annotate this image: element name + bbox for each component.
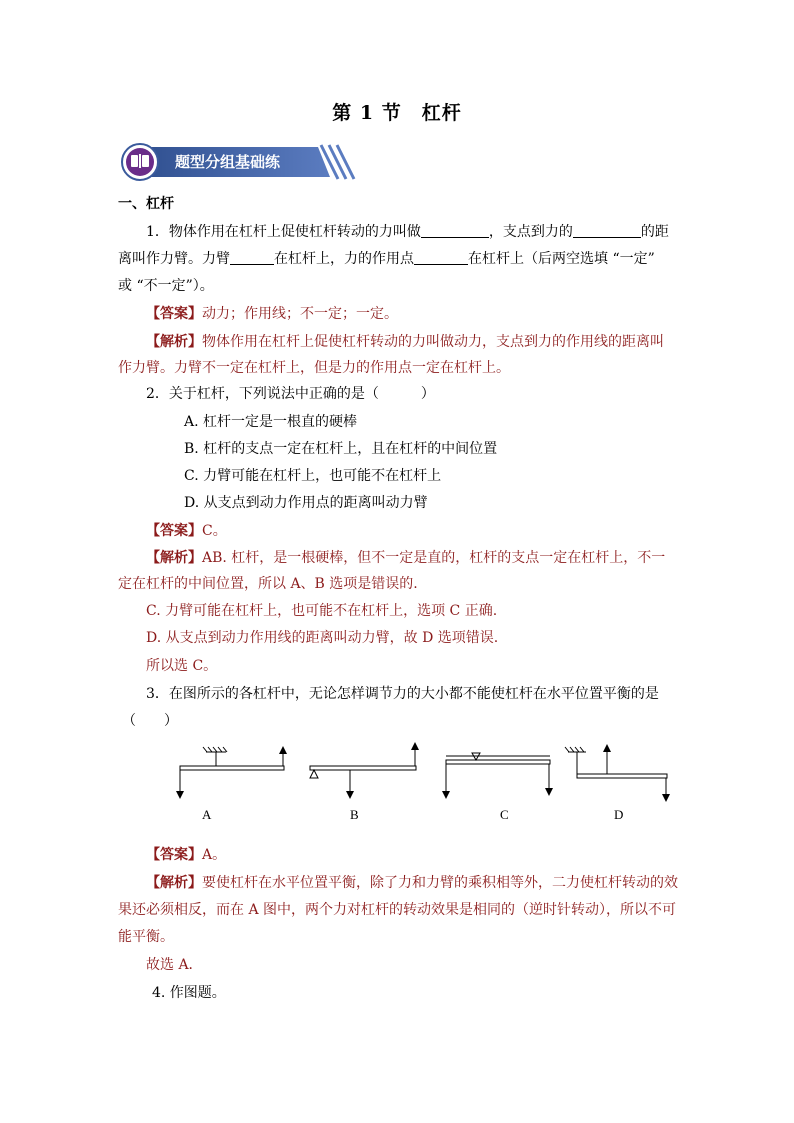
blank[interactable] (414, 250, 468, 265)
q3-analysis-1: 【解析】要使杠杆在水平位置平衡，除了力和力臂的乘积相等外，二力使杠杆转动的效 (146, 875, 678, 891)
q1-line2: 离叫作力臂。力臂 在杠杆上，力的作用点 在杠杆上（后两空选填 “一定” (118, 251, 655, 267)
q2-option-d[interactable]: D. 从支点到动力作用点的距离叫动力臂 (184, 495, 428, 511)
q1-analysis-1: 【解析】物体作用在杠杆上促使杠杆转动的力叫做动力，支点到力的作用线的距离叫 (146, 334, 664, 350)
banner-label: 题型分组基础练 (175, 153, 281, 171)
lever-figure-d (565, 747, 667, 798)
q2-analysis-1: 【解析】AB. 杠杆，是一根硬棒，但不一定是直的，杠杆的支点一定在杠杆上，不一 (146, 550, 666, 566)
q2-option-b[interactable]: B. 杠杆的支点一定在杠杆上，且在杠杆的中间位置 (184, 441, 498, 457)
page-title: 第 1 节 杠杆 (332, 102, 462, 124)
q1-line1: 1．物体作用在杠杆上促使杠杆转动的力叫做 ，支点到力的 的距 (146, 224, 669, 240)
lever-figure-c (446, 753, 550, 795)
q2-option-c[interactable]: C. 力臂可能在杠杆上，也可能不在杠杆上 (184, 468, 442, 484)
lever-figure-a (180, 747, 284, 795)
blank[interactable] (421, 223, 489, 238)
lever-figures (170, 740, 690, 830)
q3-answer: 【答案】A。 (146, 847, 227, 863)
q3-conclusion: 故选 A． (146, 957, 203, 973)
book-icon (131, 154, 149, 168)
q1-analysis-2: 作力臂。力臂不一定在杠杆上，但是力的作用点一定在杠杆上。 (118, 360, 510, 376)
q3-stem-1: 3．在图所示的各杠杆中，无论怎样调节力的大小都不能使杠杆在水平位置平衡的是 (146, 686, 659, 702)
q2-answer: 【答案】C。 (146, 523, 227, 539)
section-heading: 一、杠杆 (118, 196, 174, 212)
figure-label-b: B (350, 807, 359, 822)
q2-option-a[interactable]: A. 杠杆一定是一根直的硬棒 (184, 414, 358, 430)
figure-label-d: D (614, 807, 624, 822)
q4-stem: 4. 作图题。 (152, 985, 226, 1001)
blank[interactable] (230, 250, 274, 265)
q2-analysis-3: C. 力臂可能在杠杆上，也可能不在杠杆上，选项 C 正确. (146, 603, 498, 619)
q2-analysis-5: 所以选 C。 (146, 658, 218, 674)
q3-analysis-2: 果还必须相反，而在 A 图中，两个力对杠杆的转动效果是相同的（逆时针转动），所以不可 (118, 902, 677, 918)
q3-stem-2: （ ） (122, 713, 178, 729)
blank[interactable] (573, 223, 641, 238)
q1-line3: 或 “不一定”）。 (118, 278, 214, 294)
q1-answer: 【答案】动力；作用线；不一定；一定。 (146, 306, 398, 322)
figure-label-a: A (202, 807, 212, 822)
figure-label-c: C (500, 807, 509, 822)
q2-analysis-4: D. 从支点到动力作用线的距离叫动力臂，故 D 选项错误. (146, 630, 499, 646)
q3-analysis-3: 能平衡。 (118, 929, 174, 945)
q2-analysis-2: 定在杠杆的中间位置，所以 A、B 选项是错误的. (118, 576, 418, 592)
q2-stem: 2．关于杠杆，下列说法中正确的是（ ） (146, 386, 435, 402)
lever-figure-b (310, 746, 416, 795)
